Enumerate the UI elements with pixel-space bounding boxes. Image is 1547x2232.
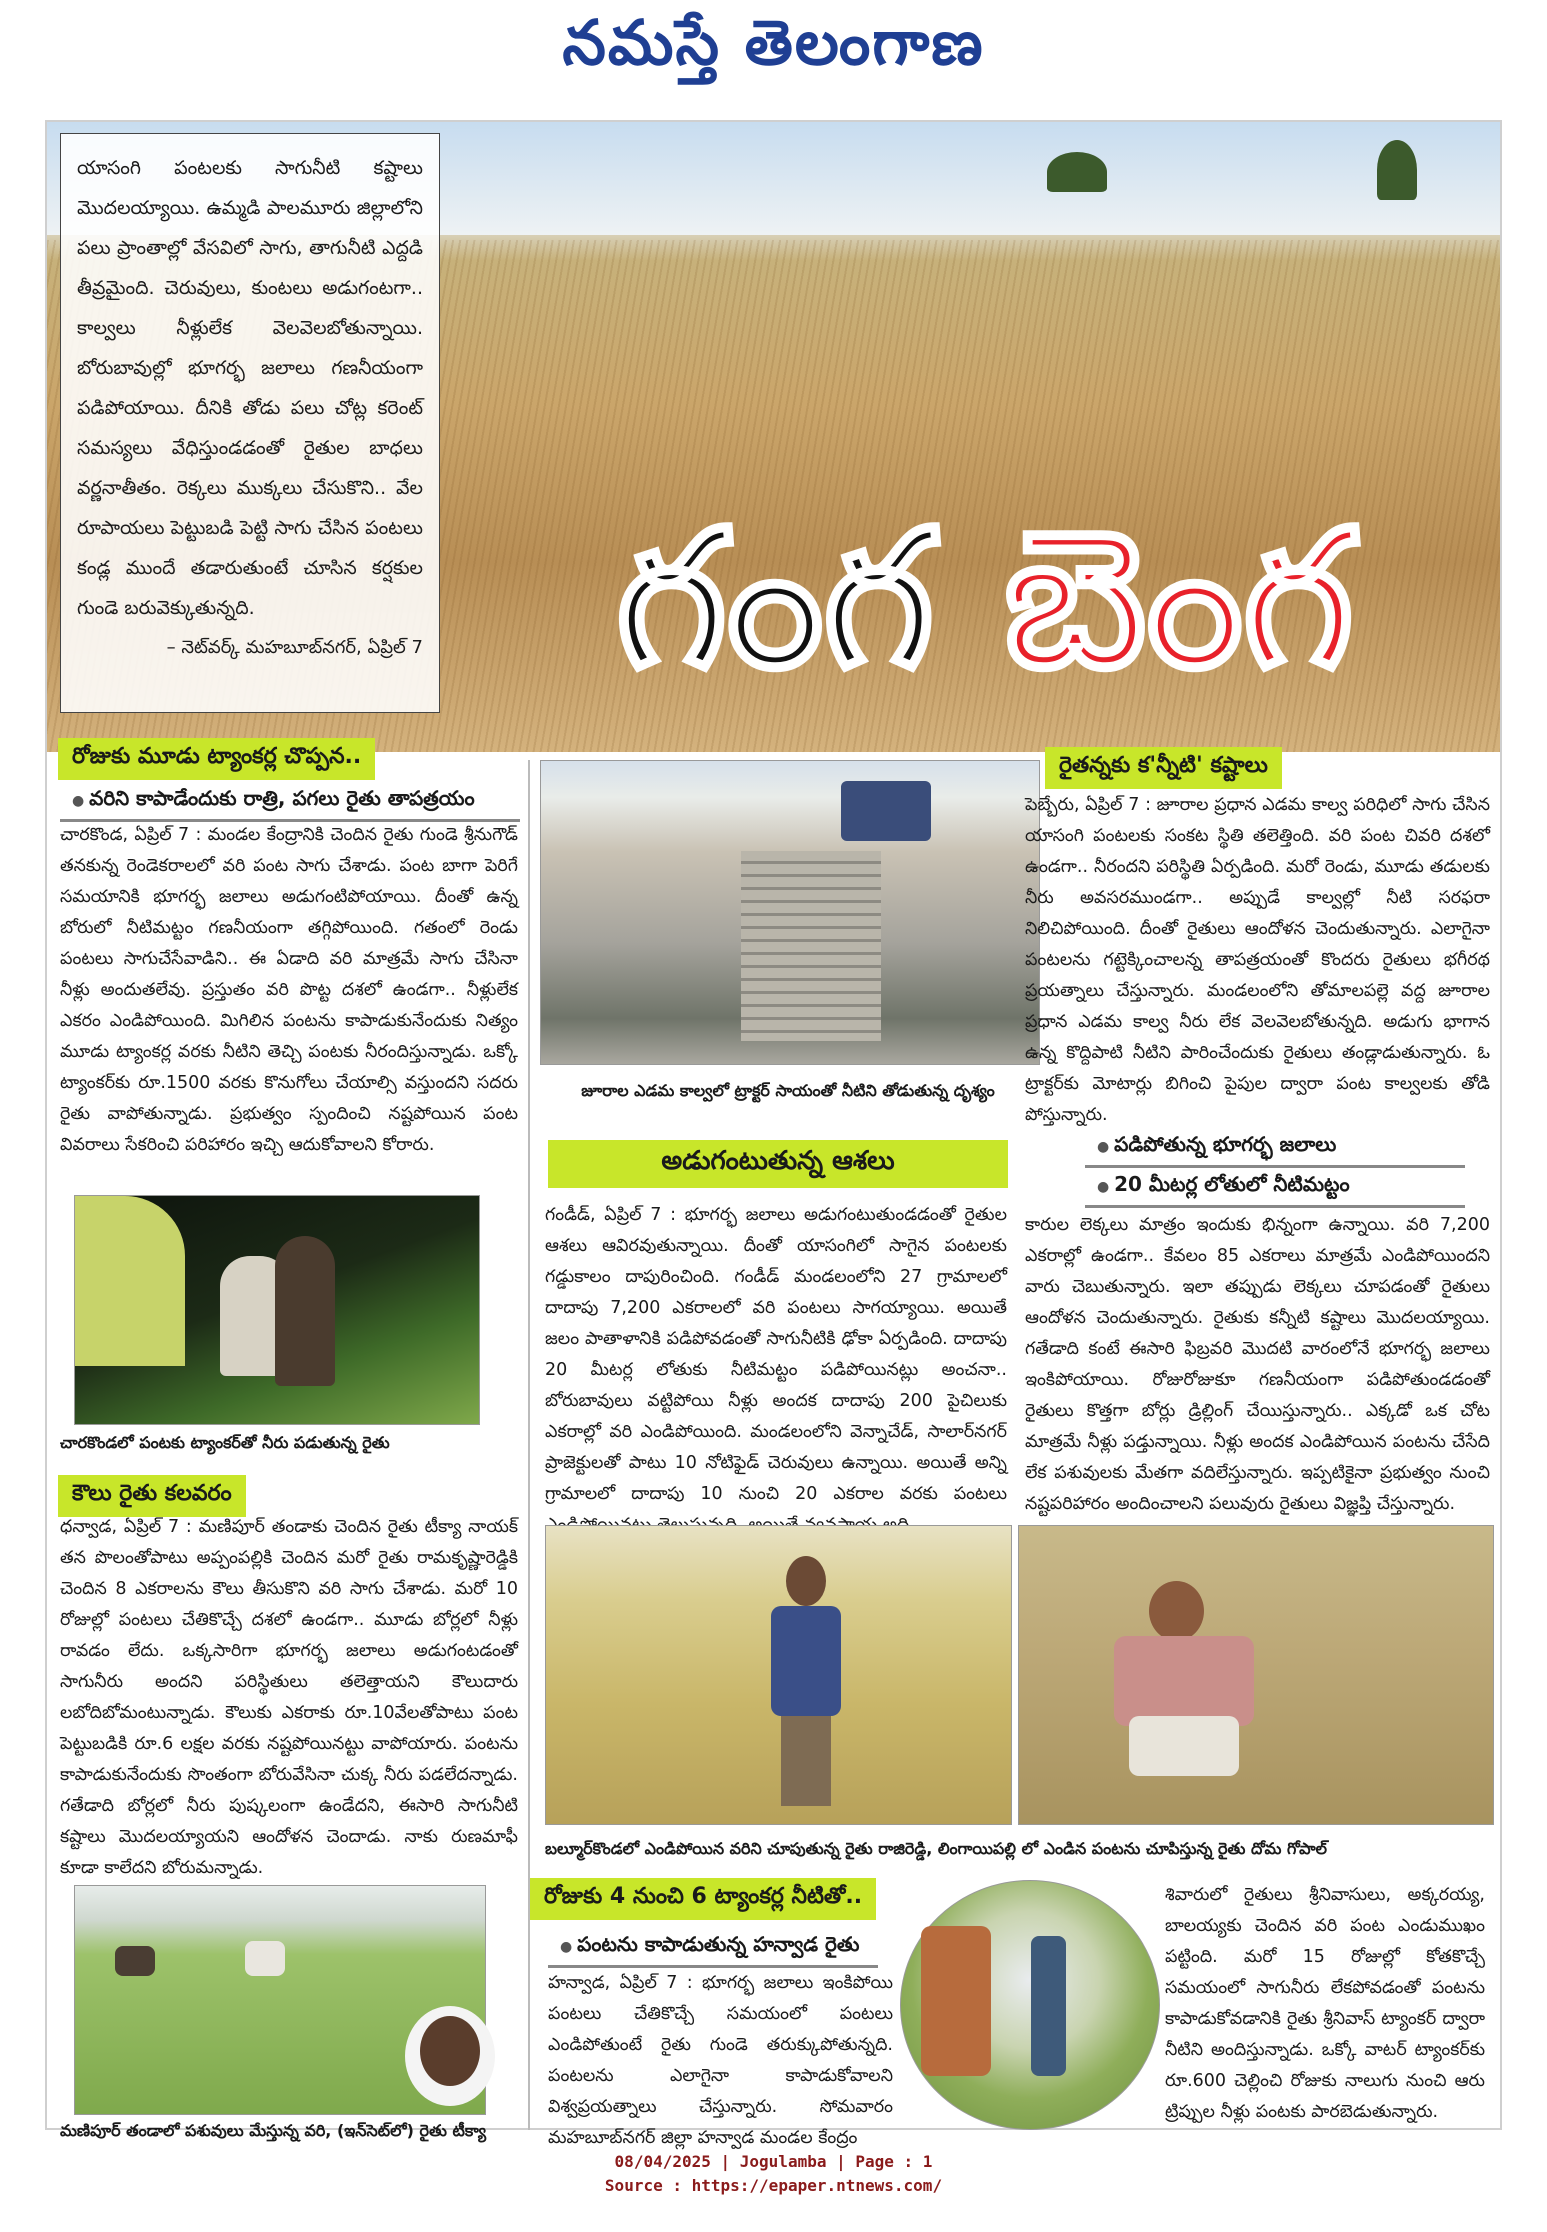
- story3-heading: రైతన్నకు క'న్నీటి' కష్టాలు: [1045, 747, 1282, 789]
- lead-byline: – నెట్‌వర్క్ మహబూబ్‌నగర్, ఏప్రిల్ 7: [166, 637, 423, 658]
- story4-body: [545, 1200, 1007, 1520]
- story2-photo-cattle: [74, 1885, 486, 2115]
- story2-heading: కౌలు రైతు కలవరం: [58, 1475, 246, 1517]
- story6-heading: రోజుకు 4 నుంచి 6 ట్యాంకర్ల నీటితో..: [530, 1878, 876, 1920]
- story6-body-1: [548, 1968, 893, 2148]
- story6-body-2: [1165, 1880, 1485, 2130]
- headline-word-2: బెంగ: [1004, 489, 1354, 710]
- story2-caption: మణిపూర్ తండాలో పశువులు మేస్తున్న వరి, (ఇన్‌సెట్‌లో) రైతు టీక్యా: [60, 2121, 487, 2140]
- story5-subheading-1: ● పడిపోతున్న భూగర్భ జలాలు: [1085, 1130, 1465, 1168]
- story4-caption: బల్మూర్‌కొండలో ఎండిపోయిన వరిని చూపుతున్న రైతు రాజిరెడ్డి, లింగాయిపల్లి లో ఎండిన పంటను చూపిస్తున్న రైతు దోమ గోపాల్: [545, 1839, 1327, 1858]
- story1-subheading: ● వరిని కాపాడేందుకు రాత్రి, పగలు రైతు తాపత్రయం: [60, 784, 520, 822]
- story1-caption: చారకొండలో పంటకు ట్యాంకర్‌తో నీరు పడుతున్న రైతు: [60, 1433, 390, 1452]
- story5-subheading-2: ● 20 మీటర్ల లోతులో నీటిమట్టం: [1085, 1170, 1465, 1208]
- headline: [470, 480, 1500, 720]
- photo-farmer-rajireddy: [545, 1525, 1012, 1825]
- story1-body: [60, 820, 518, 1185]
- canal-photo: [540, 760, 1040, 1065]
- masthead: నమస్తే తెలంగాణ: [562, 6, 985, 79]
- column-divider-1: [528, 760, 530, 2130]
- story1-text: చారకొండ, ఏప్రిల్ 7 : మండల కేంద్రానికి చెందిన రైతు గుండె శ్రీనుగౌడ్ తనకున్న రెండెకరాలలో వరి పంట సాగు చేశాడు. పంట బాగా పెరిగే సమయానికి భూగర్భ జలాలు అడుగంటిపోయాయి. దీంతో ఉన్న బోరులో నీటిమట్టం గణనీయంగా తగ్గిపోయింది. గతంలో రెండు పంటలు సాగుచేసేవాడిని.. ఈ ఏడాది వరి మాత్రమే సాగు చేసినా నీళ్లు అందుతలేవు. ప్రస్తుతం వరి పొట్ట దశలో ఉండగా.. నీళ్లులేక ఎకరం ఎండిపోయింది. మిగిలిన పంటను కాపాడుకునేందుకు నిత్యం మూడు ట్యాంకర్ల వరకు నీటిని తెచ్చి పంటకు నీరందిస్తున్నాడు. ఒక్కో ట్యాంకర్‌కు రూ.1500 వరకు కొనుగోలు చేయాల్సి వస్తుందని సదరు రైతు వాపోతున్నాడు. ప్రభుత్వం స్పందించి నష్టపోయిన పంట వివరాలు సేకరించి పరిహారం ఇచ్చి ఆదుకోవాలని కోరారు.: [60, 825, 518, 1155]
- page-footer: [0, 2150, 1547, 2198]
- canal-caption: జూరాల ఎడమ కాల్వలో ట్రాక్టర్ సాయంతో నీటిని తోడుతున్న దృశ్యం: [581, 1081, 995, 1100]
- lead-intro-box: [60, 133, 440, 713]
- lead-intro: యాసంగి పంటలకు సాగునీటి కష్టాలు మొదలయ్యాయి. ఉమ్మడి పాలమూరు జిల్లాలోని పలు ప్రాంతాల్లో వేసవిలో సాగు, తాగునీటి ఎద్దడి తీవ్రమైంది. చెరువులు, కుంటలు అడుగంటగా.. కాల్వలు నీళ్లులేక వెలవెలబోతున్నాయి. బోరుబావుల్లో భూగర్భ జలాలు గణనీయంగా పడిపోయాయి. దీనికి తోడు పలు చోట్ల కరెంట్ సమస్యలు వేధిస్తుండడంతో రైతుల బాధలు వర్ణనాతీతం. రెక్కలు ముక్కలు చేసుకొని.. వేల రూపాయలు పెట్టుబడి పెట్టి సాగు చేసిన పంటలు కండ్ల ముందే తడారుతుంటే చూసిన కర్షకుల గుండె బరువెక్కుతున్నది.: [77, 157, 423, 619]
- footer-source: Source : https://epaper.ntnews.com/: [604, 2176, 943, 2195]
- story1-heading: రోజుకు మూడు ట్యాంకర్ల చొప్పన..: [58, 738, 375, 780]
- story3-body: [1025, 790, 1490, 1125]
- story6-subheading: ● పంటను కాపాడుతున్న హన్వాడ రైతు: [548, 1930, 878, 1968]
- story3-text: పెబ్బేరు, ఏప్రిల్ 7 : జూరాల ప్రధాన ఎడమ కాల్వ పరిధిలో సాగు చేసిన యాసంగి పంటలకు సంకట స్థితి తలెత్తింది. వరి పంట చివరి దశలో ఉండగా.. నీరందని పరిస్థితి ఏర్పడింది. మరో రెండు, మూడు తడులకు నీరు అవసరముండగా.. అప్పుడే కాల్వల్లో నీటి సరఫరా నిలిచిపోయింది. దీంతో రైతులు ఆందోళన చెందుతున్నారు. ఎలాగైనా పంటలను గట్టెక్కించాలన్న తాపత్రయంతో కొందరు రైతులు భగీరథ ప్రయత్నాలు చేస్తున్నారు. మండలంలోని తోమాలపల్లె వద్ద జూరాల ప్రధాన ఎడమ కాల్వ నీరు లేక వెలవెలబోతున్నది. అడుగు భాగాన ఉన్న కొద్దిపాటి నీటిని పారించేందుకు రైతులు తండ్లాడుతున్నారు. ఓ ట్రాక్టర్‌కు మోటార్లు బిగించి పైపుల ద్వారా పంట కాల్వలకు తోడి పోస్తున్నారు.: [1025, 795, 1490, 1125]
- headline-word-1: గంగ: [616, 489, 935, 710]
- story1-photo-tanker: [74, 1195, 480, 1425]
- story5-text: కారుల లెక్కలు మాత్రం ఇందుకు భిన్నంగా ఉన్నాయి. వరి 7,200 ఎకరాల్లో ఉండగా.. కేవలం 85 ఎకరాలు మాత్రమే ఎండిపోయిందని వారు చెబుతున్నారు. ఇలా తప్పుడు లెక్కలు చూపడంతో రైతులు ఆందోళన చెందుతున్నారు. రైతుకు కన్నీటి కష్టాలు మొదలయ్యాయి. గతేడాది కంటే ఈసారి ఫిబ్రవరి మొదటి వారంలోనే భూగర్భ జలాలు ఇంకిపోయాయి. రోజురోజుకూ గణనీయంగా పడిపోతుండడంతో రైతులు కొత్తగా బోర్లు డ్రిల్లింగ్ చేయిస్తున్నారు.. ఎక్కడో ఒక చోట మాత్రమే నీళ్లు పడ్తున్నాయి. నీళ్లు అందక ఎండిపోయిన పంటను చేసేది లేక పశువులకు మేతగా వదిలేస్తున్నారు. ఇప్పటికైనా ప్రభుత్వం నుంచి నష్టపరిహారం అందించాలని పలువురు రైతులు విజ్ఞప్తి చేస్తున్నారు.: [1025, 1215, 1490, 1514]
- photo-farmer-gopal: [1018, 1525, 1494, 1825]
- story6-photo-tanker: [900, 1880, 1160, 2130]
- story6-text-2: శివారులో రైతులు శ్రీనివాసులు, అక్కరయ్య, బాలయ్యకు చెందిన వరి పంట ఎండుముఖం పట్టింది. మరో 15 రోజుల్లో కోతకొచ్చే సమయంలో సాగునీరు లేకపోవడంతో పంటను కాపాడుకోవడానికి రైతు శ్రీనివాస్ ట్యాంకర్ ద్వారా నీటిని అందిస్తున్నాడు. ఒక్కో వాటర్ ట్యాంకర్‌కు రూ.600 చెల్లించి రోజుకు నాలుగు నుంచి ఆరు ట్రిప్పుల నీళ్లు పంటకు పారబెడుతున్నారు.: [1165, 1885, 1485, 2122]
- story4-text: గండీడ్, ఏప్రిల్ 7 : భూగర్భ జలాలు అడుగంటుతుండడంతో రైతుల ఆశలు ఆవిరవుతున్నాయి. దీంతో యాసంగిలో సాగైన పంటలకు గడ్డుకాలం దాపురించింది. గండీడ్ మండలంలోని 27 గ్రామాలలో దాదాపు 7,200 ఎకరాలలో వరి పంటలు సాగయ్యాయి. అయితే జలం పాతాళానికి పడిపోవడంతో సాగునీటికి ఢోకా ఏర్పడింది. దాదాపు 20 మీటర్ల లోతుకు నీటిమట్టం పడిపోయినట్లు అంచనా.. బోరుబావులు వట్టిపోయి నీళ్లు అందక దాదాపు 200 పైచిలుకు ఎకరాల్లో వరి ఎండిపోయింది. మండలంలోని వెన్నాచేడ్, సాలార్‌నగర్ ప్రాజెక్టులతో పాటు 10 నోటిఫైడ్ చెరువులు ఉన్నాయి. అయితే అన్ని గ్రామాలలో దాదాపు 10 నుంచి 20 ఎకరాల వరకు పంటలు: [545, 1205, 1007, 1504]
- story2-text: ధన్వాడ, ఏప్రిల్ 7 : మణిపూర్ తండాకు చెందిన రైతు టీక్యా నాయక్ తన పొలంతోపాటు అప్పంపల్లికి చెందిన మరో రైతు రామకృష్ణారెడ్డికి చెందిన 8 ఎకరాలను కౌలు తీసుకొని వరి సాగు చేశాడు. మరో 10 రోజుల్లో పంటలు చేతికొచ్చే దశలో ఉండగా.. మూడు బోర్లలో నీళ్లు రావడం లేదు. ఒక్కసారిగా భూగర్భ జలాలు అడుగంటడంతో సాగునీరు అందని పరిస్థితులు తలెత్తాయని కౌలుదారు లబోదిబోమంటున్నాడు. కౌలుకు ఎకరాకు రూ.10వేలతోపాటు పంట పెట్టుబడికి రూ.6 లక్షల వరకు నష్టపోయినట్టు వాపోయారు. పంటను కాపాడుకునేందుకు సొంతంగా బోరువేసినా చుక్క నీరు పడలేదన్నాడు. గతేడాది బోర్లలో నీరు పుష్కలంగా ఉండేదని, ఈసారి సాగునీటి కష్టాలు మొదలయ్యాయని ఆందోళన చెందాడు. నాకు రుణమాఫీ కూడా కాలేదని బోరుమన్నాడు.: [60, 1517, 518, 1878]
- story6-text-1: హన్వాడ, ఏప్రిల్ 7 : భూగర్భ జలాలు ఇంకిపోయి పంటలు చేతికొచ్చే సమయంలో పంటలు ఎండిపోతుంటే రైతు గుండె తరుక్కుపోతున్నది. పంటలను ఎలాగైనా కాపాడుకోవాలని విశ్వప్రయత్నాలు చేస్తున్నారు. సోమవారం మహబూబ్‌నగర్ జిల్లా హన్వాడ మండల కేంద్రం: [548, 1973, 893, 2148]
- story2-body: [60, 1512, 518, 1877]
- story5-body: [1025, 1210, 1490, 1520]
- story4-heading: అడుగంటుతున్న ఆశలు: [548, 1140, 1008, 1188]
- footer-date-edition: 08/04/2025 | Jogulamba | Page : 1: [614, 2152, 933, 2171]
